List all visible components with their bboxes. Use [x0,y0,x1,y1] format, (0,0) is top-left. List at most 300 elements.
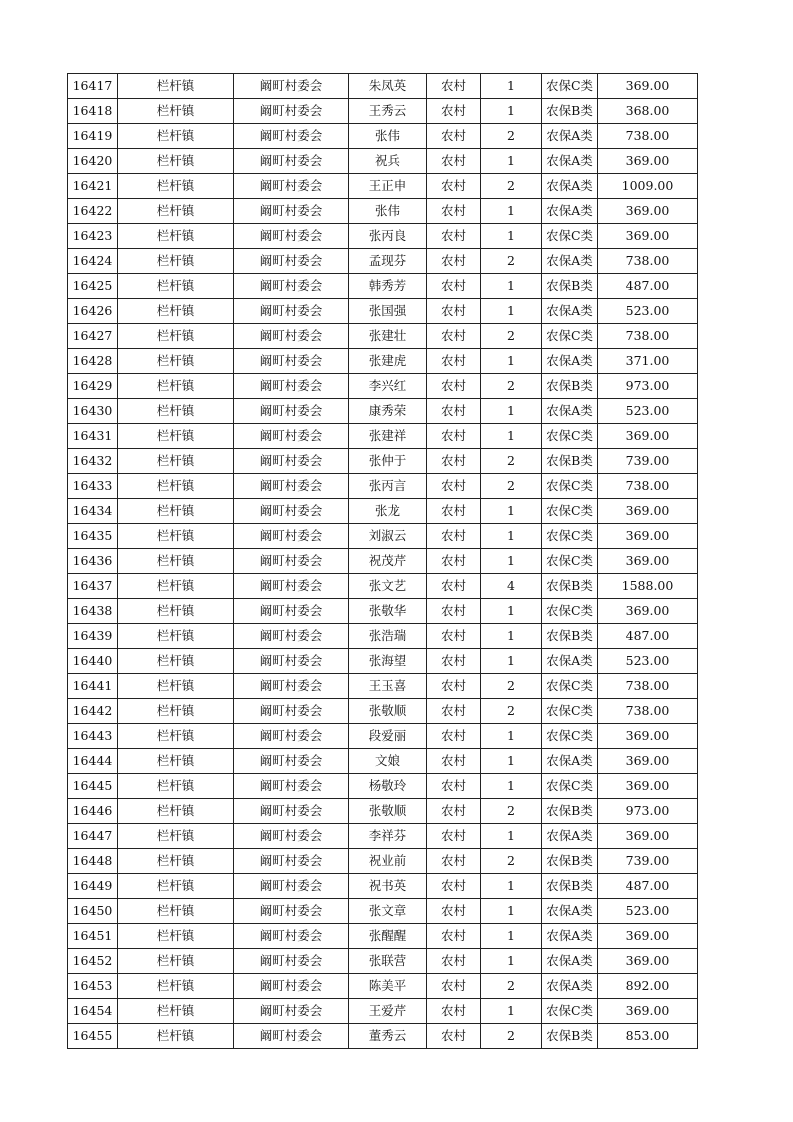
record-id-cell: 16440 [68,649,118,674]
village-committee-cell: 阚町村委会 [234,124,349,149]
record-id-cell: 16444 [68,749,118,774]
village-committee-cell: 阚町村委会 [234,724,349,749]
insurance-category-cell: 农保A类 [542,749,598,774]
amount-cell: 739.00 [598,449,698,474]
amount-cell: 369.00 [598,74,698,99]
area-type-cell: 农村 [427,524,481,549]
village-committee-cell: 阚町村委会 [234,849,349,874]
person-count-cell: 2 [481,249,542,274]
village-committee-cell: 阚町村委会 [234,324,349,349]
village-committee-cell: 阚町村委会 [234,674,349,699]
record-id-cell: 16451 [68,924,118,949]
table-row [68,99,698,124]
record-id-cell: 16424 [68,249,118,274]
table-row [68,649,698,674]
insurance-category-cell: 农保A类 [542,824,598,849]
record-id-cell: 16427 [68,324,118,349]
person-count-cell: 2 [481,474,542,499]
person-count-cell: 1 [481,424,542,449]
area-type-cell: 农村 [427,399,481,424]
person-count-cell: 1 [481,524,542,549]
table-row [68,449,698,474]
amount-cell: 738.00 [598,474,698,499]
town-cell: 栏杆镇 [118,224,234,249]
table-row [68,774,698,799]
village-committee-cell: 阚町村委会 [234,174,349,199]
town-cell: 栏杆镇 [118,549,234,574]
amount-cell: 738.00 [598,324,698,349]
name-cell: 张龙 [349,499,427,524]
amount-cell: 369.00 [598,524,698,549]
name-cell: 韩秀芳 [349,274,427,299]
record-id-cell: 16445 [68,774,118,799]
name-cell: 张联营 [349,949,427,974]
record-id-cell: 16441 [68,674,118,699]
name-cell: 文娘 [349,749,427,774]
table-row [68,499,698,524]
town-cell: 栏杆镇 [118,149,234,174]
name-cell: 张敬华 [349,599,427,624]
table-row [68,549,698,574]
table-row [68,974,698,999]
record-id-cell: 16446 [68,799,118,824]
town-cell: 栏杆镇 [118,324,234,349]
table-row [68,874,698,899]
insurance-category-cell: 农保C类 [542,224,598,249]
name-cell: 张海望 [349,649,427,674]
table-row [68,124,698,149]
village-committee-cell: 阚町村委会 [234,274,349,299]
person-count-cell: 4 [481,574,542,599]
insurance-category-cell: 农保B类 [542,799,598,824]
area-type-cell: 农村 [427,924,481,949]
name-cell: 张醒醒 [349,924,427,949]
amount-cell: 523.00 [598,399,698,424]
insurance-category-cell: 农保A类 [542,249,598,274]
area-type-cell: 农村 [427,949,481,974]
village-committee-cell: 阚町村委会 [234,624,349,649]
name-cell: 孟现芬 [349,249,427,274]
amount-cell: 1009.00 [598,174,698,199]
insurance-category-cell: 农保B类 [542,274,598,299]
area-type-cell: 农村 [427,674,481,699]
amount-cell: 369.00 [598,949,698,974]
name-cell: 康秀荣 [349,399,427,424]
town-cell: 栏杆镇 [118,574,234,599]
area-type-cell: 农村 [427,274,481,299]
table-row [68,999,698,1024]
name-cell: 张敬顺 [349,699,427,724]
town-cell: 栏杆镇 [118,424,234,449]
village-committee-cell: 阚町村委会 [234,874,349,899]
insurance-category-cell: 农保B类 [542,574,598,599]
insurance-category-cell: 农保B类 [542,99,598,124]
town-cell: 栏杆镇 [118,274,234,299]
table-row [68,274,698,299]
record-id-cell: 16449 [68,874,118,899]
area-type-cell: 农村 [427,324,481,349]
record-id-cell: 16431 [68,424,118,449]
table-row [68,1024,698,1049]
amount-cell: 368.00 [598,99,698,124]
person-count-cell: 1 [481,949,542,974]
village-committee-cell: 阚町村委会 [234,749,349,774]
insurance-category-cell: 农保A类 [542,399,598,424]
insurance-category-cell: 农保A类 [542,949,598,974]
town-cell: 栏杆镇 [118,374,234,399]
area-type-cell: 农村 [427,474,481,499]
table-row [68,149,698,174]
town-cell: 栏杆镇 [118,974,234,999]
insurance-category-cell: 农保B类 [542,624,598,649]
record-id-cell: 16443 [68,724,118,749]
area-type-cell: 农村 [427,974,481,999]
record-id-cell: 16447 [68,824,118,849]
area-type-cell: 农村 [427,774,481,799]
table-row [68,749,698,774]
insurance-category-cell: 农保A类 [542,124,598,149]
village-committee-cell: 阚町村委会 [234,499,349,524]
name-cell: 祝书英 [349,874,427,899]
record-id-cell: 16437 [68,574,118,599]
name-cell: 张伟 [349,199,427,224]
village-committee-cell: 阚町村委会 [234,649,349,674]
insurance-category-cell: 农保C类 [542,424,598,449]
area-type-cell: 农村 [427,849,481,874]
table-row [68,524,698,549]
record-id-cell: 16420 [68,149,118,174]
name-cell: 刘淑云 [349,524,427,549]
person-count-cell: 2 [481,849,542,874]
insurance-category-cell: 农保B类 [542,374,598,399]
area-type-cell: 农村 [427,899,481,924]
area-type-cell: 农村 [427,624,481,649]
village-committee-cell: 阚町村委会 [234,199,349,224]
amount-cell: 369.00 [598,774,698,799]
area-type-cell: 农村 [427,149,481,174]
name-cell: 祝茂芹 [349,549,427,574]
town-cell: 栏杆镇 [118,199,234,224]
amount-cell: 369.00 [598,199,698,224]
village-committee-cell: 阚町村委会 [234,99,349,124]
town-cell: 栏杆镇 [118,724,234,749]
table-row [68,174,698,199]
village-committee-cell: 阚町村委会 [234,824,349,849]
area-type-cell: 农村 [427,174,481,199]
town-cell: 栏杆镇 [118,349,234,374]
amount-cell: 369.00 [598,824,698,849]
person-count-cell: 1 [481,199,542,224]
table-row [68,424,698,449]
record-id-cell: 16448 [68,849,118,874]
area-type-cell: 农村 [427,499,481,524]
area-type-cell: 农村 [427,874,481,899]
table-body [68,74,698,1049]
table-row [68,599,698,624]
person-count-cell: 1 [481,99,542,124]
person-count-cell: 1 [481,149,542,174]
record-id-cell: 16452 [68,949,118,974]
insurance-category-cell: 农保A类 [542,149,598,174]
name-cell: 祝业前 [349,849,427,874]
name-cell: 王玉喜 [349,674,427,699]
name-cell: 李兴红 [349,374,427,399]
village-committee-cell: 阚町村委会 [234,549,349,574]
insurance-category-cell: 农保A类 [542,349,598,374]
table-row [68,374,698,399]
amount-cell: 371.00 [598,349,698,374]
town-cell: 栏杆镇 [118,774,234,799]
name-cell: 王秀云 [349,99,427,124]
area-type-cell: 农村 [427,449,481,474]
record-id-cell: 16450 [68,899,118,924]
town-cell: 栏杆镇 [118,824,234,849]
person-count-cell: 2 [481,974,542,999]
table-row [68,249,698,274]
area-type-cell: 农村 [427,574,481,599]
name-cell: 张敬顺 [349,799,427,824]
amount-cell: 973.00 [598,374,698,399]
amount-cell: 369.00 [598,599,698,624]
town-cell: 栏杆镇 [118,899,234,924]
village-committee-cell: 阚町村委会 [234,74,349,99]
insurance-category-cell: 农保A类 [542,899,598,924]
town-cell: 栏杆镇 [118,74,234,99]
town-cell: 栏杆镇 [118,124,234,149]
table-row [68,899,698,924]
table-row [68,849,698,874]
town-cell: 栏杆镇 [118,499,234,524]
name-cell: 段爱丽 [349,724,427,749]
town-cell: 栏杆镇 [118,649,234,674]
town-cell: 栏杆镇 [118,799,234,824]
area-type-cell: 农村 [427,749,481,774]
village-committee-cell: 阚町村委会 [234,474,349,499]
record-id-cell: 16430 [68,399,118,424]
table-row [68,624,698,649]
village-committee-cell: 阚町村委会 [234,974,349,999]
amount-cell: 1588.00 [598,574,698,599]
village-committee-cell: 阚町村委会 [234,299,349,324]
insurance-category-cell: 农保A类 [542,199,598,224]
village-committee-cell: 阚町村委会 [234,899,349,924]
person-count-cell: 1 [481,274,542,299]
insurance-category-cell: 农保C类 [542,549,598,574]
town-cell: 栏杆镇 [118,299,234,324]
amount-cell: 487.00 [598,874,698,899]
town-cell: 栏杆镇 [118,999,234,1024]
village-committee-cell: 阚町村委会 [234,924,349,949]
record-id-cell: 16434 [68,499,118,524]
record-id-cell: 16454 [68,999,118,1024]
person-count-cell: 1 [481,899,542,924]
person-count-cell: 1 [481,599,542,624]
town-cell: 栏杆镇 [118,599,234,624]
insurance-category-cell: 农保A类 [542,174,598,199]
amount-cell: 369.00 [598,549,698,574]
record-id-cell: 16421 [68,174,118,199]
insurance-category-cell: 农保A类 [542,649,598,674]
name-cell: 李祥芬 [349,824,427,849]
subsidy-table [67,73,698,1049]
area-type-cell: 农村 [427,699,481,724]
insurance-category-cell: 农保B类 [542,449,598,474]
person-count-cell: 2 [481,1024,542,1049]
amount-cell: 523.00 [598,899,698,924]
amount-cell: 738.00 [598,699,698,724]
amount-cell: 487.00 [598,274,698,299]
village-committee-cell: 阚町村委会 [234,449,349,474]
record-id-cell: 16435 [68,524,118,549]
insurance-category-cell: 农保A类 [542,924,598,949]
record-id-cell: 16426 [68,299,118,324]
insurance-category-cell: 农保C类 [542,74,598,99]
insurance-category-cell: 农保C类 [542,599,598,624]
amount-cell: 738.00 [598,124,698,149]
village-committee-cell: 阚町村委会 [234,574,349,599]
insurance-category-cell: 农保C类 [542,674,598,699]
person-count-cell: 2 [481,174,542,199]
area-type-cell: 农村 [427,424,481,449]
village-committee-cell: 阚町村委会 [234,374,349,399]
insurance-category-cell: 农保C类 [542,774,598,799]
insurance-category-cell: 农保C类 [542,524,598,549]
person-count-cell: 2 [481,674,542,699]
amount-cell: 369.00 [598,724,698,749]
table-row [68,199,698,224]
name-cell: 张文章 [349,899,427,924]
amount-cell: 487.00 [598,624,698,649]
village-committee-cell: 阚町村委会 [234,799,349,824]
person-count-cell: 1 [481,999,542,1024]
name-cell: 朱凤英 [349,74,427,99]
table-row [68,699,698,724]
amount-cell: 738.00 [598,249,698,274]
town-cell: 栏杆镇 [118,249,234,274]
table-row [68,399,698,424]
name-cell: 张浩瑞 [349,624,427,649]
insurance-category-cell: 农保A类 [542,299,598,324]
table-row [68,349,698,374]
insurance-category-cell: 农保C类 [542,724,598,749]
table-row [68,574,698,599]
person-count-cell: 1 [481,649,542,674]
area-type-cell: 农村 [427,374,481,399]
person-count-cell: 1 [481,299,542,324]
amount-cell: 369.00 [598,424,698,449]
table-row [68,799,698,824]
area-type-cell: 农村 [427,299,481,324]
area-type-cell: 农村 [427,124,481,149]
name-cell: 陈美平 [349,974,427,999]
area-type-cell: 农村 [427,99,481,124]
area-type-cell: 农村 [427,1024,481,1049]
person-count-cell: 1 [481,624,542,649]
person-count-cell: 1 [481,924,542,949]
village-committee-cell: 阚町村委会 [234,149,349,174]
person-count-cell: 1 [481,749,542,774]
record-id-cell: 16418 [68,99,118,124]
record-id-cell: 16439 [68,624,118,649]
area-type-cell: 农村 [427,799,481,824]
town-cell: 栏杆镇 [118,699,234,724]
person-count-cell: 1 [481,349,542,374]
amount-cell: 369.00 [598,924,698,949]
table-row [68,824,698,849]
amount-cell: 973.00 [598,799,698,824]
area-type-cell: 农村 [427,199,481,224]
insurance-category-cell: 农保C类 [542,474,598,499]
town-cell: 栏杆镇 [118,99,234,124]
record-id-cell: 16433 [68,474,118,499]
amount-cell: 369.00 [598,749,698,774]
table-row [68,924,698,949]
amount-cell: 892.00 [598,974,698,999]
person-count-cell: 1 [481,874,542,899]
insurance-category-cell: 农保C类 [542,324,598,349]
town-cell: 栏杆镇 [118,524,234,549]
village-committee-cell: 阚町村委会 [234,699,349,724]
town-cell: 栏杆镇 [118,1024,234,1049]
record-id-cell: 16438 [68,599,118,624]
village-committee-cell: 阚町村委会 [234,999,349,1024]
name-cell: 张丙良 [349,224,427,249]
name-cell: 董秀云 [349,1024,427,1049]
person-count-cell: 1 [481,224,542,249]
record-id-cell: 16428 [68,349,118,374]
town-cell: 栏杆镇 [118,474,234,499]
person-count-cell: 1 [481,824,542,849]
area-type-cell: 农村 [427,999,481,1024]
town-cell: 栏杆镇 [118,949,234,974]
record-id-cell: 16453 [68,974,118,999]
area-type-cell: 农村 [427,649,481,674]
town-cell: 栏杆镇 [118,749,234,774]
record-id-cell: 16429 [68,374,118,399]
name-cell: 张丙言 [349,474,427,499]
area-type-cell: 农村 [427,349,481,374]
village-committee-cell: 阚町村委会 [234,949,349,974]
name-cell: 祝兵 [349,149,427,174]
table-row [68,224,698,249]
amount-cell: 523.00 [598,649,698,674]
village-committee-cell: 阚町村委会 [234,399,349,424]
name-cell: 杨敬玲 [349,774,427,799]
area-type-cell: 农村 [427,724,481,749]
table-row [68,299,698,324]
person-count-cell: 2 [481,124,542,149]
area-type-cell: 农村 [427,74,481,99]
insurance-category-cell: 农保C类 [542,999,598,1024]
table-row [68,74,698,99]
record-id-cell: 16419 [68,124,118,149]
name-cell: 张建虎 [349,349,427,374]
person-count-cell: 1 [481,499,542,524]
town-cell: 栏杆镇 [118,924,234,949]
record-id-cell: 16423 [68,224,118,249]
town-cell: 栏杆镇 [118,399,234,424]
amount-cell: 739.00 [598,849,698,874]
name-cell: 张伟 [349,124,427,149]
village-committee-cell: 阚町村委会 [234,599,349,624]
name-cell: 张建祥 [349,424,427,449]
village-committee-cell: 阚町村委会 [234,249,349,274]
village-committee-cell: 阚町村委会 [234,774,349,799]
person-count-cell: 1 [481,549,542,574]
insurance-category-cell: 农保A类 [542,974,598,999]
record-id-cell: 16442 [68,699,118,724]
record-id-cell: 16417 [68,74,118,99]
